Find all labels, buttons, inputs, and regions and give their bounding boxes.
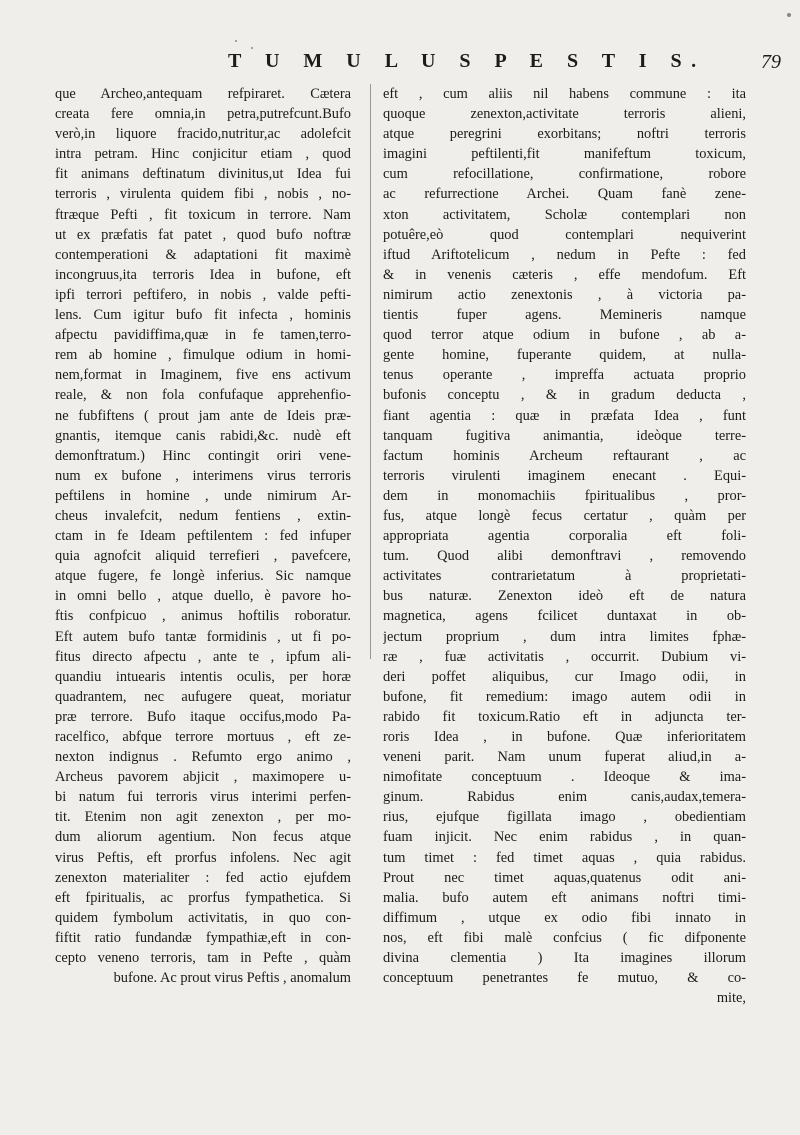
right-column-line: terroris virulenti imaginem enecant . Equi- [383,467,746,484]
right-column-line: malia. bufo autem eft animans noftri timi- [383,889,746,906]
column-divider [370,84,371,659]
right-column-line: tum. Quod alibi demonftravi , removendo [383,548,746,565]
left-column-line: quidem fymbolum activitatis, in quo con- [55,909,351,926]
left-column-line: cepto veneno terroris, tam in Pefte , quàm [55,950,351,967]
right-column-line: rabido fit toxicum.Ratio eft in adjuncta ter- [383,708,746,725]
left-column-line: bi natum fui terroris virus interimi perfen- [55,789,351,806]
left-column-line: dum aliorum agentium. Non fecus atque [55,829,351,846]
right-column-line: quod terror atque odium in bufone , ab a- [383,327,746,344]
right-column-line: bufone, fit remedium: imago autem odii in [383,688,746,705]
left-column-line: fitus directo afpectu , ante te , ipfum ali- [55,648,351,665]
right-column-line: veneni parit. Nam unum fuperat aliud,in a- [383,749,746,766]
right-column-line: mite, [716,990,746,1007]
right-column-line: nimirum actio zenextonis , à victoria pa- [383,286,746,303]
running-title: T U M U L U S P E S T I S. [228,50,706,72]
left-column-line: nexton indignus . Refumto ergo animo , [55,749,351,766]
right-column-line: tanquam fugitiva animantia, ideòque terre- [383,427,746,444]
left-column-line: reale, & non fola confufaque apprehenfio- [55,387,351,404]
right-column-line: conceptuum penetrantes fe mutuo, & co- [383,970,746,987]
right-column-line: gente homine, fuperante quidem, at nulla- [383,347,746,364]
left-column-line: atque fugere, fe longè inferius. Sic namque [55,568,351,585]
left-column-line: zenexton materialiter : fed actio ejufdem [55,869,351,886]
right-column-line: magnetica, agens fcilicet duntaxat in ob- [383,608,746,625]
right-column-line: bus naturæ. Zenexton ideò eft de natura [383,588,746,605]
right-column-line: tenus operante , impreffa actuata proprio [383,367,746,384]
left-column-line: ctam in fe Ideam peftilentem : fed infuper [55,528,351,545]
right-column-line: eft , cum aliis nil habens commune : ita [383,86,746,102]
right-column-line: fuam injicit. Nec enim rabidus , in quan- [383,829,746,846]
right-text-column [383,84,746,1008]
right-column-line: roris Idea , in bufone. Quæ inferioritatem [383,729,746,745]
right-column-line: fus, atque longè fecus certatur , quàm per [383,507,746,524]
left-column-line: ftræque Pefti , fit toxicum in terrore. Nam [55,206,351,223]
left-column-line: incongruus,ita terroris Idea in bufone, eft [55,266,351,283]
right-column-line: nimofitate conceptuum . Ideoque & ima- [383,769,746,786]
paper-speck [235,40,237,42]
right-column-line: imagini peftilenti,fit manifeftum toxicum, [383,146,746,163]
right-column-line: jectum proprium , dum intra limites fphæ- [383,628,746,645]
left-column-line: ne fubfiftens ( prout jam ante de Ideis præ- [55,407,351,424]
right-column-line: nos, eft fibi malè confcius ( fic difponente [383,929,746,946]
left-column-line: cheus invalefcit, nedum fentiens , extin- [55,507,351,524]
left-column-line: terroris , virulenta quidem fibi , nobis , no- [55,186,351,203]
left-column-line: præ terrore. Bufo itaque occifus,modo Pa- [55,708,351,725]
right-column-line: ræ , fuæ activitatis , occurrit. Dubium vi- [383,648,746,665]
right-column-line: Prout nec timet aquas,quatenus odit ani- [383,869,746,886]
right-column-line: & in venenis cæteris , effe mendofum. Eft [383,266,746,283]
left-column-line: quia agnofcit aliquid terrefieri , pavefcere, [55,548,351,565]
left-column-line: fiftit ratio fundandæ fympathiæ,eft in con- [55,929,351,946]
right-column-line: ac refurrectione Archei. Quam fanè zene- [383,186,746,203]
right-column-line: bufonis conceptu , & in gradum deducta , [383,387,746,404]
right-column-line: tum timet : fed timet aquas , quia rabidus. [383,849,746,866]
left-column-line: verò,in liquore fracido,nutritur,ac adolefcit [55,126,351,143]
left-text-column [55,84,351,988]
left-column-line: afpectu pavidiffima,quæ in fe tamen,terro- [55,327,351,344]
left-column-line: quadrantem, nec aufugere queat, moriatur [55,688,351,705]
right-column-line: ginum. Rabidus enim canis,audax,temera- [383,789,746,806]
right-column-line: activitates contrarietatum à proprietati- [383,568,746,585]
right-column-line: rius, ejufque figillata imago , obedientiam [383,809,746,826]
page-number: 79 [761,51,781,73]
left-column-line: virus Peftis, eft prorfus infolens. Nec agit [55,849,351,866]
right-column-line: appropriata agentia corporalia eft foli- [383,528,746,545]
left-column-line: quandiu intuearis intentis oculis, per horæ [55,668,351,685]
right-column-line: iftud Ariftotelicum , nedum in Pefte : fed [383,246,746,263]
left-column-line: fit animans deftinatum divinitus,ut Idea fui [55,166,351,183]
right-column-line: factum hominis Archeum reftaurant , ac [383,447,746,464]
right-column-line: quoque zenexton,activitate terroris alieni, [383,106,746,123]
left-column-line: rem ab homine , fimulque odium in homi- [55,347,351,364]
paper-speck [251,47,253,49]
right-column-line: atque peregrini exorbitans; noftri terroris [383,126,746,143]
left-column-line: demonftratum.) Hinc contingit oriri vene- [55,447,351,464]
left-column-line: lens. Cum igitur bufo fit infecta , hominis [55,307,351,324]
page-header [0,50,800,82]
left-column-line: racelfico, abfque terrore mortuus , eft ze- [55,729,351,745]
left-column-line: que Archeo,antequam refpiraret. Cætera [55,86,351,102]
paper-speck [787,13,791,17]
left-column-line: peftilens in homine , unde nimirum Ar- [55,487,351,504]
right-column-line: dem in monomachiis fpiritualibus , pror- [383,487,746,504]
right-column-line: xton activitatem, Scholæ contemplari non [383,206,746,223]
left-column-line: gnantis, itemque canis rabidi,&c. nudè eft [55,427,351,444]
right-column-line: diffimum , utque ex odio fibi innato in [383,909,746,926]
left-column-line: Archeus pavorem abjicit , maximopere u- [55,769,351,786]
left-column-line: intra petram. Hinc conjicitur etiam , quod [55,146,351,163]
left-column-line: Eft autem bufo tantæ formidinis , ut fi po- [55,628,351,645]
left-column-line: contemperationi & adaptationi fit maximè [55,246,351,263]
left-column-line: in omni bello , atque duello, è pavore ho- [55,588,351,605]
left-column-line: ut ex præfatis fat patet , quod bufo noftræ [55,226,351,243]
left-column-line: tit. Etenim non agit zenexton , per mo- [55,809,351,826]
left-column-line: ftis confpicuo , animus hoftilis roboratur. [55,608,351,625]
right-column-line: deri poffet aliquibus, cur Imago odii, in [383,668,746,685]
right-column-line: potuêre,eò quod contemplari nequiverint [383,226,746,243]
left-column-line: creata fere omnia,in petra,putrefcunt.Bufo [55,106,351,123]
left-column-line: bufone. Ac prout virus Peftis , anomalum [113,970,351,987]
left-column-line: nem,format in Imaginem, five ens activum [55,367,351,384]
right-column-line: cum refocillatione, confirmatione, robore [383,166,746,183]
right-column-line: tientis fuper agens. Memineris namque [383,307,746,324]
left-column-line: eft fpiritualis, ac prorfus fympathetica. Si [55,889,351,906]
right-column-line: fiant agentia : quæ in præfata Idea , funt [383,407,746,424]
left-column-line: num ex bufone , interimens virus terroris [55,467,351,484]
left-column-line: ipfi terrori peftifero, in nobis , valde pefti- [55,286,351,303]
right-column-line: divina clementia ) Ita imagines illorum [383,950,746,967]
